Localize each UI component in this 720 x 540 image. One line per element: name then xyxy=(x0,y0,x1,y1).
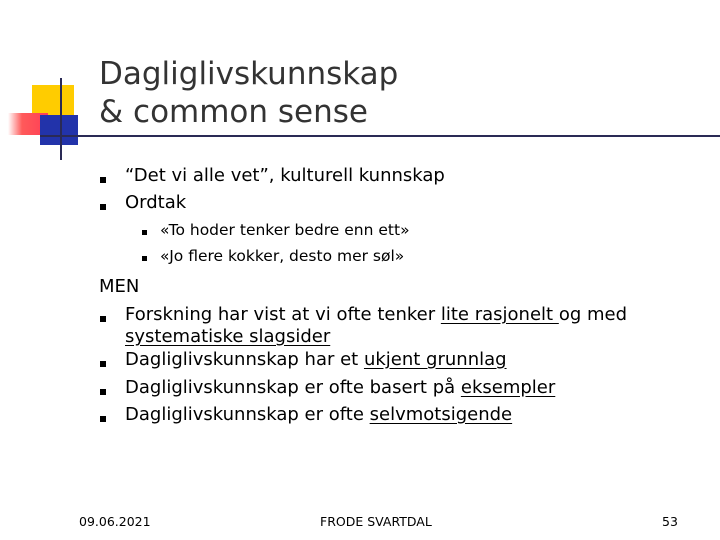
men-bullet-2-text: Dagliglivskunnskap har et xyxy=(125,349,364,370)
men-bullet-4-highlight: selvmotsigende xyxy=(369,404,513,425)
men-label: MEN xyxy=(99,276,140,297)
bullet-marker xyxy=(100,361,106,367)
men-bullet-1-text: Forskning har vist at vi ofte tenker xyxy=(125,304,441,325)
bullet-item-1: “Det vi alle vet”, kulturell kunnskap xyxy=(125,165,445,186)
sub-bullet-marker xyxy=(142,230,147,235)
men-bullet-3-highlight: eksempler xyxy=(460,377,556,398)
sub-bullet-item-2: «Jo flere kokker, desto mer søl» xyxy=(160,247,405,265)
title-underline xyxy=(40,135,720,137)
men-bullet-1-continuation: systematiske slagsider xyxy=(125,326,331,347)
footer-date: 09.06.2021 xyxy=(79,514,151,529)
slide-title xyxy=(99,55,398,131)
decor-blue-square xyxy=(40,115,78,145)
men-bullet-3 xyxy=(125,377,555,399)
men-bullet-1-after: og med xyxy=(558,304,628,325)
men-bullet-1-highlight: lite rasjonelt xyxy=(440,304,559,325)
title-line-1: Dagliglivskunnskap xyxy=(99,56,399,92)
men-bullet-2-highlight: ukjent grunnlag xyxy=(363,349,507,370)
men-bullet-4-text: Dagliglivskunnskap er ofte xyxy=(125,404,370,425)
sub-bullet-item-1: «To hoder tenker bedre enn ett» xyxy=(160,221,410,239)
bullet-marker xyxy=(100,316,106,322)
men-bullet-2 xyxy=(125,349,507,371)
title-line-2: & common sense xyxy=(99,94,368,130)
bullet-marker xyxy=(100,177,106,183)
bullet-marker xyxy=(100,204,106,210)
men-bullet-4 xyxy=(125,404,512,426)
sub-bullet-marker xyxy=(142,256,147,261)
men-bullet-3-text: Dagliglivskunnskap er ofte basert på xyxy=(125,377,461,398)
footer-page-number: 53 xyxy=(662,514,678,529)
footer-author: FRODE SVARTDAL xyxy=(320,514,432,529)
men-bullet-1 xyxy=(125,304,627,326)
bullet-item-2: Ordtak xyxy=(125,192,187,213)
bullet-marker xyxy=(100,416,106,422)
decor-vertical-line xyxy=(60,78,62,160)
bullet-marker xyxy=(100,389,106,395)
